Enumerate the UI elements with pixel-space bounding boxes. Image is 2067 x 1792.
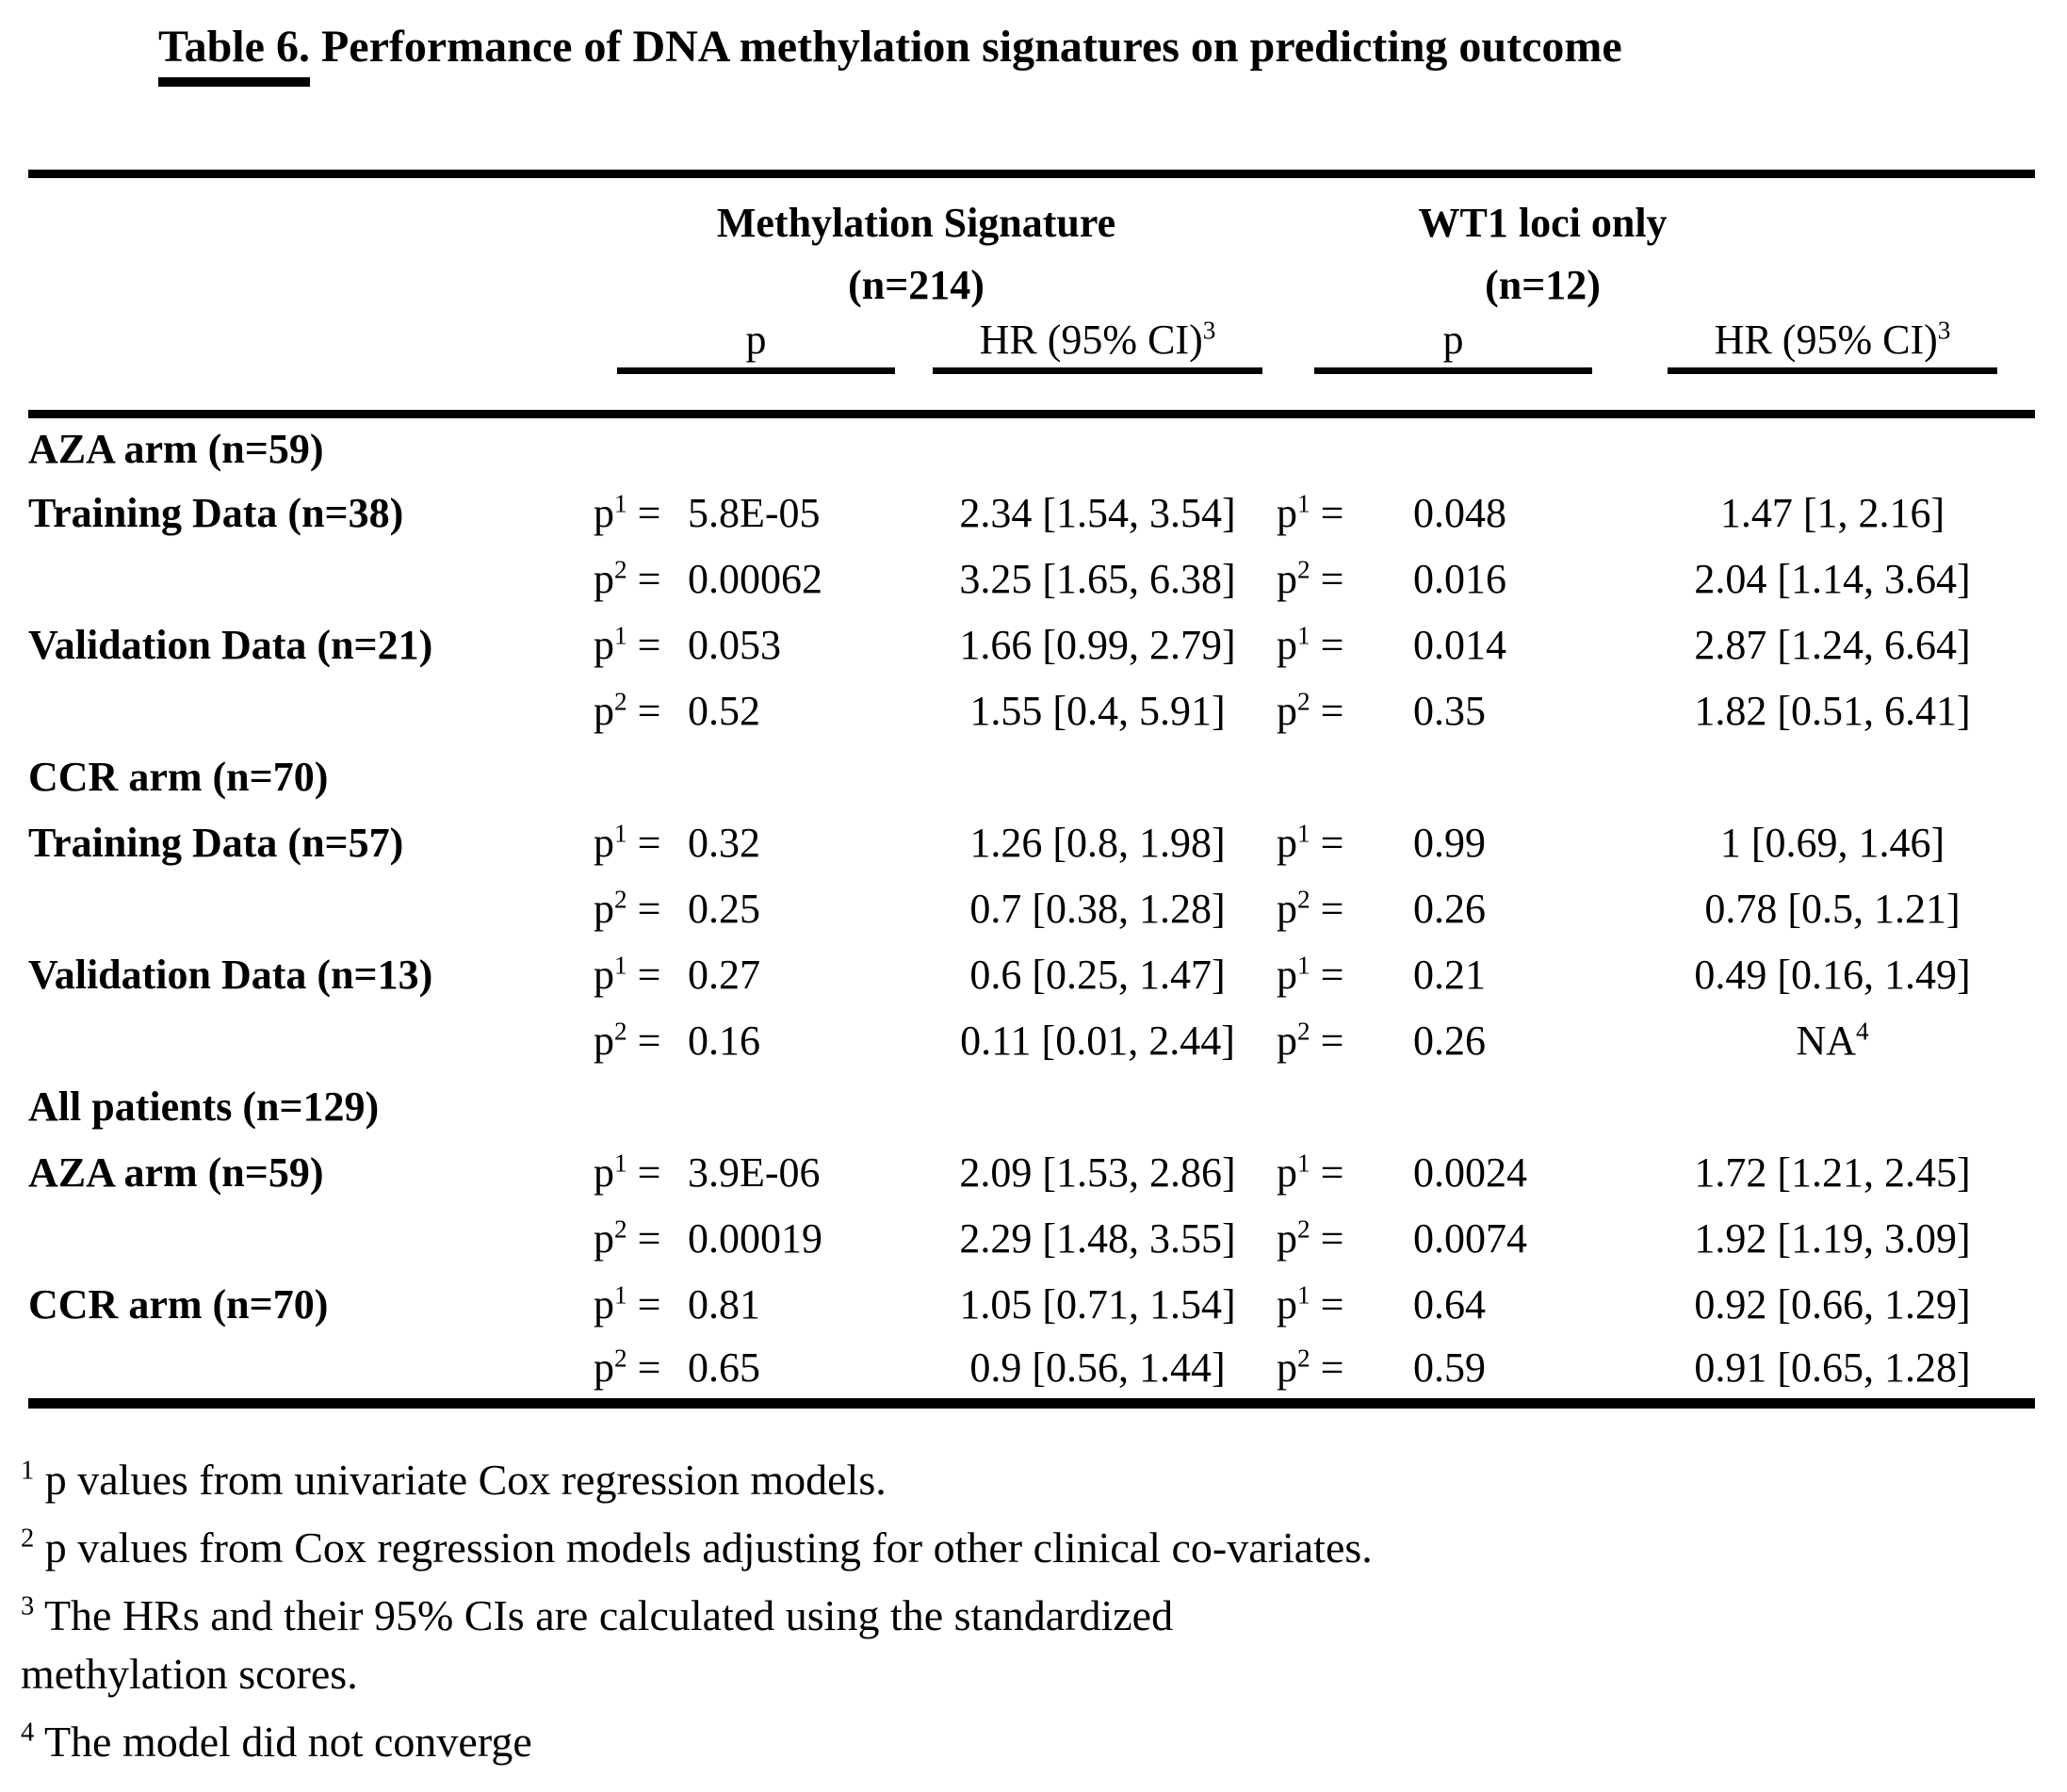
hr-value-wt1: 1.92 [1.19, 3.09]: [1694, 1215, 1971, 1262]
p-superscript: 2: [614, 885, 627, 914]
p-exponent-label: [594, 1206, 688, 1272]
p-value-wt1: 0.016: [1413, 556, 1507, 602]
p-superscript: 2: [614, 555, 627, 584]
p-value-wt1: 0.35: [1413, 688, 1487, 734]
col-header-hr-methylation: [919, 316, 1277, 415]
hr-superscript: 4: [1856, 1017, 1869, 1046]
hr-value-methylation: 2.29 [1.48, 3.55]: [959, 1215, 1236, 1262]
p-value-wt1: 0.59: [1413, 1344, 1487, 1392]
p-value-wt1: 0.048: [1413, 490, 1507, 536]
hr-value-methylation: 0.7 [0.38, 1.28]: [969, 886, 1226, 932]
p-exponent-label: [1277, 1008, 1413, 1074]
col-header-hr-wt1: [1630, 316, 2035, 415]
p-symbol: p: [1277, 1149, 1298, 1196]
hr-header: HR (95% CI): [979, 316, 1203, 363]
hr-value-methylation: 1.55 [0.4, 5.91]: [969, 688, 1226, 734]
row-label: Training Data (n=38): [28, 490, 404, 536]
eq-symbol: =: [637, 952, 661, 998]
section-row-ccr-arm: [28, 744, 2035, 810]
p-symbol: p: [594, 1344, 614, 1392]
row-label: AZA arm (n=59): [28, 1149, 324, 1196]
group-n: (n=12): [1485, 262, 1601, 308]
p-symbol: p: [1277, 886, 1298, 932]
p-value-methylation: 0.00019: [688, 1215, 822, 1262]
p-superscript: 2: [614, 1017, 627, 1046]
section-label: AZA arm (n=59): [28, 426, 324, 473]
footnote-marker: 4: [21, 1718, 35, 1748]
p-exponent-label: [594, 1272, 688, 1338]
group-name: WT1 loci only: [1418, 200, 1668, 246]
p-value-methylation: 0.00062: [688, 556, 822, 602]
eq-symbol: =: [637, 556, 661, 602]
p-symbol: p: [594, 556, 614, 602]
p-value-wt1: 0.64: [1413, 1281, 1487, 1328]
eq-symbol: =: [637, 622, 661, 668]
p-value-wt1: 0.0074: [1413, 1215, 1528, 1262]
p-superscript: 2: [1297, 1344, 1310, 1373]
hr-value-methylation: 0.6 [0.25, 1.47]: [969, 952, 1226, 998]
row-label: [28, 678, 594, 744]
p-superscript: 1: [1297, 1149, 1310, 1178]
section-row-aza-arm: [28, 415, 2035, 481]
eq-symbol: =: [1320, 556, 1344, 602]
p-superscript: 1: [1297, 819, 1310, 848]
p-superscript: 2: [1297, 1214, 1310, 1244]
group-name: Methylation Signature: [716, 200, 1116, 246]
p-symbol: p: [1277, 1215, 1298, 1262]
p-symbol: p: [594, 1281, 614, 1328]
p-superscript: 2: [614, 1344, 627, 1373]
table-row: [28, 481, 2035, 546]
p-symbol: p: [594, 1018, 614, 1064]
row-label: CCR arm (n=70): [28, 1281, 329, 1328]
hr-header-sup: 3: [1202, 315, 1216, 344]
p-superscript: 2: [1297, 555, 1310, 584]
p-exponent-label: [1277, 810, 1413, 876]
hr-value-wt1: $NA^4$: [1796, 1017, 1869, 1064]
section-row-all-patients: [28, 1074, 2035, 1140]
p-exponent-label: [594, 1008, 688, 1074]
eq-symbol: =: [637, 490, 661, 536]
p-exponent-label: [1277, 546, 1413, 612]
p-exponent-label: [594, 678, 688, 744]
eq-symbol: =: [1320, 688, 1344, 734]
p-symbol: p: [594, 688, 614, 734]
p-value-methylation: 3.9E-06: [688, 1149, 821, 1196]
eq-symbol: =: [1320, 952, 1344, 998]
p-exponent-label: [1277, 481, 1413, 546]
p-superscript: 2: [614, 1214, 627, 1244]
footnote-marker: 1: [21, 1456, 35, 1486]
p-value-methylation: 0.053: [688, 622, 781, 668]
eq-symbol: =: [1320, 886, 1344, 932]
row-label: Training Data (n=57): [28, 820, 404, 866]
p-value-wt1: 0.26: [1413, 886, 1487, 932]
hr-value-wt1: 1.47 [1, 2.16]: [1719, 490, 1945, 536]
p-symbol: p: [594, 886, 614, 932]
eq-symbol: =: [1320, 622, 1344, 668]
p-value-wt1: 0.99: [1413, 820, 1487, 866]
hr-value-methylation: 1.66 [0.99, 2.79]: [959, 622, 1236, 668]
footnote-text: p values from Cox regression models adjusting for other clinical co-variates.: [44, 1523, 1373, 1572]
hr-value-wt1: 2.04 [1.14, 3.64]: [1694, 556, 1971, 602]
p-symbol: p: [1277, 490, 1298, 536]
row-label: [28, 1206, 594, 1272]
p-superscript: 1: [1297, 1280, 1310, 1310]
p-header: p: [1442, 316, 1464, 363]
footnote-2: [21, 1519, 1373, 1577]
footnotes: [21, 1451, 1373, 1781]
hr-value-wt1: 0.78 [0.5, 1.21]: [1704, 886, 1961, 932]
hr-value-wt1: 1.82 [0.51, 6.41]: [1694, 688, 1971, 734]
hr-value-methylation: 3.25 [1.65, 6.38]: [959, 556, 1236, 602]
p-symbol: p: [1277, 820, 1298, 866]
hr-value-methylation: 1.05 [0.71, 1.54]: [959, 1281, 1236, 1328]
hr-value-methylation: 2.09 [1.53, 2.86]: [959, 1149, 1236, 1196]
p-value-methylation: 0.52: [688, 688, 760, 734]
table-number-label: Table 6.: [158, 21, 310, 87]
eq-symbol: =: [1320, 1018, 1344, 1064]
p-superscript: 1: [1297, 489, 1310, 518]
footnote-text: p values from univariate Cox regression models.: [44, 1456, 887, 1504]
p-symbol: p: [594, 952, 614, 998]
results-table: [28, 170, 2035, 1409]
footnote-1: [21, 1451, 1373, 1509]
eq-symbol: =: [637, 1344, 661, 1392]
group-header-row: [28, 174, 2035, 316]
footnote-text: The model did not converge: [43, 1718, 532, 1766]
p-value-methylation: 0.65: [688, 1344, 760, 1392]
p-superscript: 1: [614, 1280, 627, 1310]
p-value-methylation: 0.81: [688, 1281, 760, 1328]
p-exponent-label: [1277, 1272, 1413, 1338]
p-superscript: 1: [614, 951, 627, 980]
p-superscript: 1: [614, 621, 627, 650]
hr-value-methylation: 2.34 [1.54, 3.54]: [959, 490, 1236, 536]
p-exponent-label: [1277, 678, 1413, 744]
p-exponent-label: [1277, 1206, 1413, 1272]
p-value-methylation: 0.27: [688, 952, 760, 998]
p-exponent-label: [1277, 612, 1413, 678]
p-superscript: 1: [1297, 951, 1310, 980]
p-exponent-label: [594, 612, 688, 678]
p-symbol: p: [594, 622, 614, 668]
p-symbol: p: [1277, 1344, 1298, 1392]
table-row: [28, 546, 2035, 612]
p-exponent-label: [1277, 942, 1413, 1008]
p-value-wt1: 0.0024: [1413, 1149, 1528, 1196]
eq-symbol: =: [1320, 1215, 1344, 1262]
footnote-marker: 2: [21, 1523, 35, 1554]
table-row: [28, 942, 2035, 1008]
eq-symbol: =: [1320, 1149, 1344, 1196]
p-value-methylation: 0.16: [688, 1018, 760, 1064]
p-exponent-label: [1277, 876, 1413, 942]
group-header-wt1-loci: [1277, 174, 2035, 316]
section-label: CCR arm (n=70): [28, 754, 329, 800]
hr-header: HR (95% CI): [1714, 316, 1938, 363]
p-exponent-label: [594, 876, 688, 942]
eq-symbol: =: [637, 886, 661, 932]
table-row: [28, 810, 2035, 876]
table-row: [28, 1206, 2035, 1272]
p-symbol: p: [1277, 952, 1298, 998]
footnote-text: The HRs and their 95% CIs are calculated using the standardized methylation scores.: [21, 1591, 1174, 1698]
p-symbol: p: [594, 1149, 614, 1196]
table-row: [28, 876, 2035, 942]
p-value-wt1: 0.26: [1413, 1018, 1487, 1064]
row-label: [28, 546, 594, 612]
hr-value-wt1: 1 [0.69, 1.46]: [1719, 820, 1945, 866]
p-symbol: p: [594, 1215, 614, 1262]
hr-value-wt1: 0.91 [0.65, 1.28]: [1694, 1344, 1971, 1392]
hr-value-wt1: 2.87 [1.24, 6.64]: [1694, 622, 1971, 668]
section-label: All patients (n=129): [28, 1083, 380, 1130]
footnote-3: [21, 1587, 1359, 1703]
table-row: [28, 1338, 2035, 1404]
p-symbol: p: [1277, 556, 1298, 602]
p-superscript: 2: [614, 687, 627, 716]
hr-value-wt1: 0.92 [0.66, 1.29]: [1694, 1281, 1971, 1328]
eq-symbol: =: [1320, 1281, 1344, 1328]
p-exponent-label: [594, 481, 688, 546]
p-exponent-label: [594, 1338, 688, 1404]
table-row: [28, 1272, 2035, 1338]
table-row: [28, 1008, 2035, 1074]
row-label: [28, 876, 594, 942]
eq-symbol: =: [1320, 820, 1344, 866]
p-header: p: [745, 316, 767, 363]
p-superscript: 1: [1297, 621, 1310, 650]
col-header-p-wt1: [1277, 316, 1630, 415]
row-label: [28, 1338, 594, 1404]
p-symbol: p: [1277, 1281, 1298, 1328]
p-value-methylation: 0.25: [688, 886, 760, 932]
table-row: [28, 1140, 2035, 1206]
eq-symbol: =: [637, 1281, 661, 1328]
p-symbol: p: [594, 820, 614, 866]
p-exponent-label: [1277, 1338, 1413, 1404]
hr-value-methylation: 0.9 [0.56, 1.44]: [969, 1344, 1226, 1392]
p-superscript: 2: [1297, 687, 1310, 716]
p-value-wt1: 0.21: [1413, 952, 1487, 998]
table-row: [28, 678, 2035, 744]
footnote-marker: 3: [21, 1591, 35, 1621]
p-exponent-label: [594, 546, 688, 612]
eq-symbol: =: [637, 1215, 661, 1262]
p-superscript: 2: [1297, 1017, 1310, 1046]
p-value-methylation: 5.8E-05: [688, 490, 821, 536]
eq-symbol: =: [637, 1149, 661, 1196]
p-symbol: p: [1277, 688, 1298, 734]
p-symbol: p: [1277, 622, 1298, 668]
col-header-p-methylation: [594, 316, 919, 415]
p-superscript: 1: [614, 819, 627, 848]
p-exponent-label: [594, 942, 688, 1008]
footnote-4: [21, 1713, 1373, 1771]
p-superscript: 2: [1297, 885, 1310, 914]
row-label: [28, 1008, 594, 1074]
row-label: Validation Data (n=21): [28, 622, 433, 668]
eq-symbol: =: [637, 1018, 661, 1064]
row-label: Validation Data (n=13): [28, 952, 433, 998]
p-exponent-label: [594, 1140, 688, 1206]
p-symbol: p: [1277, 1018, 1298, 1064]
subheader-row: [28, 316, 2035, 415]
eq-symbol: =: [1320, 490, 1344, 536]
hr-value-wt1: 0.49 [0.16, 1.49]: [1694, 952, 1971, 998]
hr-value-methylation: 0.11 [0.01, 2.44]: [960, 1018, 1235, 1064]
eq-symbol: =: [637, 820, 661, 866]
table-title-text: Performance of DNA methylation signatures on predicting outcome: [320, 22, 1622, 72]
p-symbol: p: [594, 490, 614, 536]
eq-symbol: =: [1320, 1344, 1344, 1392]
hr-header-sup: 3: [1937, 315, 1951, 344]
table-title: [158, 21, 1622, 87]
p-exponent-label: [1277, 1140, 1413, 1206]
p-value-methylation: 0.32: [688, 820, 760, 866]
hr-value-wt1: 1.72 [1.21, 2.45]: [1694, 1149, 1971, 1196]
hr-value-methylation: 1.26 [0.8, 1.98]: [969, 820, 1226, 866]
group-n: (n=214): [848, 262, 985, 308]
table-row: [28, 612, 2035, 678]
p-superscript: 1: [614, 489, 627, 518]
p-exponent-label: [594, 810, 688, 876]
p-superscript: 1: [614, 1149, 627, 1178]
p-value-wt1: 0.014: [1413, 622, 1507, 668]
eq-symbol: =: [637, 688, 661, 734]
